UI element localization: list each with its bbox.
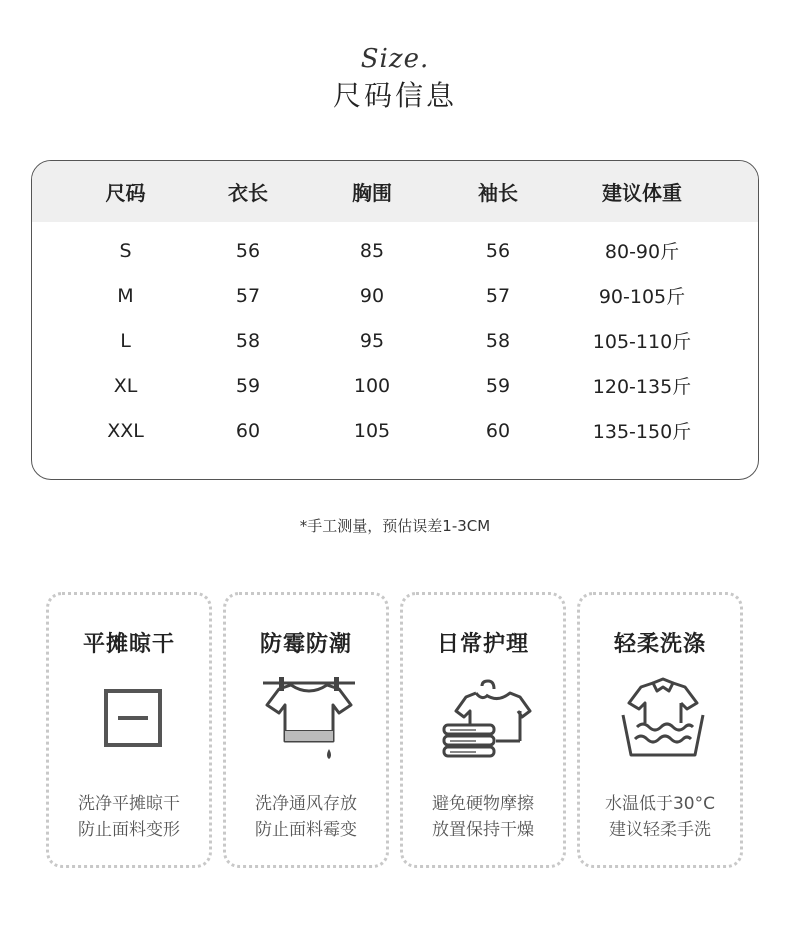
cell-size: XXL (107, 419, 144, 442)
cell-weight: 90-105斤 (598, 286, 686, 308)
page-title: 尺码信息 (332, 79, 457, 112)
cell-chest: 95 (359, 329, 385, 352)
cell-sleeve: 58 (485, 329, 511, 352)
cell-sleeve: 60 (485, 419, 511, 442)
cell-chest: 105 (353, 419, 391, 442)
care-card-title: 防霉防潮 (259, 632, 352, 657)
cell-length: 56 (235, 239, 261, 262)
care-desc-line: 洗净通风存放 (255, 794, 357, 814)
cell-length: 58 (235, 329, 261, 352)
care-desc-line: 防止面料变形 (78, 820, 180, 840)
care-card-desc (403, 791, 563, 843)
cell-chest: 85 (359, 239, 385, 262)
care-card-desc (49, 791, 209, 843)
hand-wash-icon (613, 675, 713, 765)
care-card-flat-dry (46, 592, 212, 868)
cell-size: L (120, 329, 131, 352)
care-card-desc (580, 791, 740, 843)
cell-length: 60 (235, 419, 261, 442)
care-card-mildew (223, 592, 389, 868)
cell-length: 57 (235, 284, 261, 307)
size-script-title: Size. (360, 44, 430, 74)
flat-dry-icon (82, 675, 182, 765)
cell-chest: 100 (353, 374, 391, 397)
table-row (32, 318, 758, 363)
cell-chest: 90 (359, 284, 385, 307)
cell-size: M (117, 284, 134, 307)
care-desc-line: 建议轻柔手洗 (609, 820, 711, 840)
care-desc-line: 放置保持干燥 (432, 820, 534, 840)
table-row (32, 363, 758, 408)
care-card-gentle-wash (577, 592, 743, 868)
cell-weight: 80-90斤 (604, 241, 680, 263)
care-card-title: 平摊晾干 (82, 632, 175, 657)
care-card-title: 日常护理 (436, 632, 529, 657)
table-row (32, 408, 758, 453)
cell-length: 59 (235, 374, 261, 397)
table-row (32, 273, 758, 318)
cell-size: XL (113, 374, 138, 397)
care-desc-line: 洗净平摊晾干 (78, 794, 180, 814)
care-card-daily (400, 592, 566, 868)
cell-weight: 135-150斤 (592, 421, 692, 443)
cell-size: S (119, 239, 132, 262)
cell-sleeve: 59 (485, 374, 511, 397)
table-row (32, 228, 758, 273)
cell-weight: 105-110斤 (592, 331, 692, 353)
care-desc-line: 避免硬物摩擦 (432, 794, 534, 814)
cell-sleeve: 57 (485, 284, 511, 307)
care-card-title: 轻柔洗涤 (613, 632, 706, 657)
hanging-shirt-icon (259, 675, 359, 765)
table-body (32, 222, 758, 453)
folded-clothes-icon (436, 675, 536, 765)
cell-weight: 120-135斤 (592, 376, 692, 398)
cell-sleeve: 56 (485, 239, 511, 262)
header-length: 衣长 (228, 181, 268, 205)
care-desc-line: 水温低于30°C (604, 794, 715, 814)
header-weight: 建议体重 (602, 181, 682, 205)
header-chest: 胸围 (352, 181, 392, 205)
measurement-note: *手工测量，预估误差1-3CM (299, 517, 491, 535)
size-table (31, 160, 759, 480)
table-header (32, 161, 758, 222)
header-sleeve: 袖长 (478, 181, 518, 205)
care-card-desc (226, 791, 386, 843)
care-desc-line: 防止面料霉变 (255, 820, 357, 840)
header-size: 尺码 (105, 181, 146, 205)
